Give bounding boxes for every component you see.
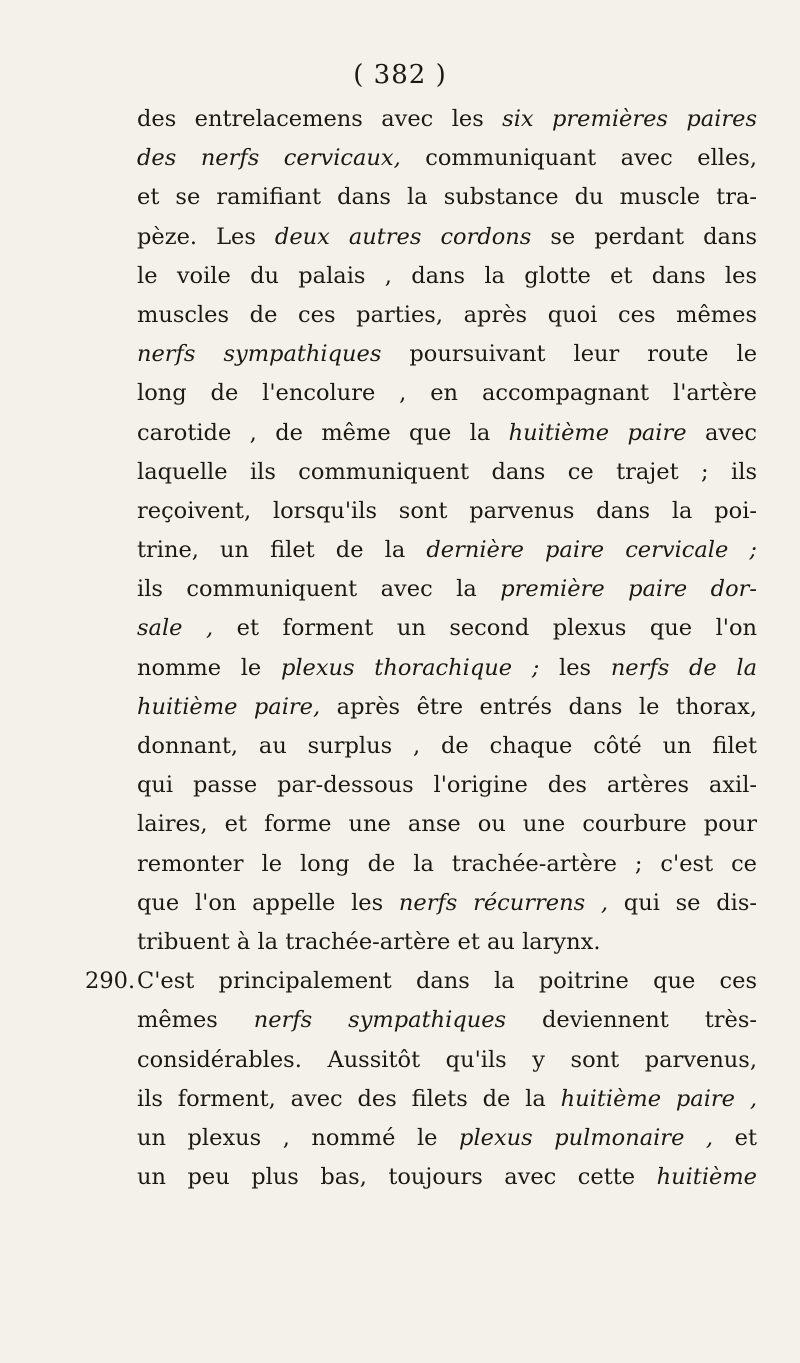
text-span: se perdant dans (531, 223, 757, 250)
text-line (137, 688, 757, 727)
text-line (137, 218, 757, 257)
italic-text: nerfs sympathiques (137, 341, 382, 368)
text-span: pèze. Les (137, 223, 275, 250)
italic-text: nerfs récurrens , (398, 889, 609, 916)
text-line (137, 374, 757, 413)
text-span: ils communiquent avec la (137, 576, 501, 603)
text-line (137, 1001, 757, 1040)
text-line (137, 531, 757, 570)
page-number: ( 382 ) (353, 60, 447, 90)
text-span: muscles de ces parties, après quoi ces mêmes (137, 301, 757, 328)
italic-text: six premières paires (502, 106, 757, 132)
text-span: un peu plus bas, toujours avec cette (137, 1164, 657, 1191)
text-line (137, 727, 757, 766)
text-span: qui passe par-dessous l'origine des artères axil- (137, 772, 757, 799)
text-line (137, 1119, 757, 1158)
text-span: un plexus , nommé le (137, 1124, 460, 1151)
text-span: deviennent très- (506, 1007, 757, 1034)
italic-text: nerfs de la (610, 654, 757, 681)
italic-text: deux autres cordons (274, 223, 532, 250)
text-line (137, 178, 757, 217)
text-line (137, 100, 757, 139)
text-span: carotide , de même que la (137, 419, 509, 446)
text-line (137, 492, 757, 531)
text-line (137, 1158, 757, 1197)
italic-text: huitième paire , (560, 1085, 757, 1112)
italic-text: plexus pulmonaire , (459, 1124, 714, 1151)
text-span: tribuent à la trachée-artère et au larynx. (137, 928, 601, 955)
text-span: C'est principalement dans la poitrine que ces (137, 968, 757, 995)
text-line (137, 335, 757, 374)
text-span: le voile du palais , dans la glotte et dans les (137, 262, 757, 289)
text-line (137, 649, 757, 688)
text-span: après être entrés dans le thorax, (320, 693, 757, 720)
text-span: trine, un filet de la (137, 537, 427, 564)
italic-text: huitième paire, (137, 693, 321, 720)
italic-text: sale , (137, 615, 214, 642)
text-span: remonter le long de la trachée-artère ; c'est ce (137, 850, 757, 877)
text-span: laquelle ils communiquent dans ce trajet ; ils (137, 458, 757, 485)
text-line (137, 609, 757, 648)
text-line (137, 296, 757, 335)
text-line (137, 570, 757, 609)
text-line (137, 414, 757, 453)
italic-text: des nerfs cervicaux, (137, 145, 401, 172)
italic-text: première paire dor- (500, 576, 757, 603)
text-line (137, 453, 757, 492)
italic-text: plexus thorachique ; (280, 654, 540, 681)
italic-text: huitième paire (508, 419, 687, 446)
text-line (137, 257, 757, 296)
text-span: nomme le (137, 654, 281, 681)
text-line (137, 805, 757, 844)
italic-text: dernière paire cervicale ; (426, 537, 757, 564)
text-line (137, 884, 757, 923)
text-span: des entrelacemens avec les (137, 106, 503, 132)
italic-text: nerfs sympathiques (253, 1007, 507, 1034)
italic-text: huitième (656, 1164, 757, 1191)
text-span: avec (686, 419, 757, 446)
text-line (137, 845, 757, 884)
text-span: ils forment, avec des filets de la (137, 1085, 561, 1112)
paragraph-number: 290. (85, 968, 136, 995)
text-span: considérables. Aussitôt qu'ils y sont parvenus, (137, 1046, 757, 1073)
text-span: long de l'encolure , en accompagnant l'artère (137, 380, 757, 407)
text-line (137, 923, 757, 962)
body-text (137, 100, 757, 1197)
text-line (137, 1080, 757, 1119)
text-line (137, 766, 757, 805)
text-span: laires, et forme une anse ou une courbure pour (137, 811, 757, 838)
text-line (137, 962, 757, 1001)
text-line (137, 139, 757, 178)
text-span: communiquant avec elles, (400, 145, 757, 172)
text-span: et (713, 1124, 757, 1151)
text-line (137, 1041, 757, 1080)
text-span: donnant, au surplus , de chaque côté un filet (137, 733, 757, 759)
text-span: mêmes (137, 1007, 254, 1034)
text-span: les (539, 654, 611, 681)
text-span: que l'on appelle les (137, 889, 399, 916)
text-span: qui se dis- (608, 889, 757, 916)
text-span: reçoivent, lorsqu'ils sont parvenus dans la poi- (137, 497, 757, 524)
text-span: et forment un second plexus que l'on (213, 615, 757, 642)
text-span: poursuivant leur route le (381, 341, 757, 368)
text-span: et se ramifiant dans la substance du muscle tra- (137, 184, 757, 211)
